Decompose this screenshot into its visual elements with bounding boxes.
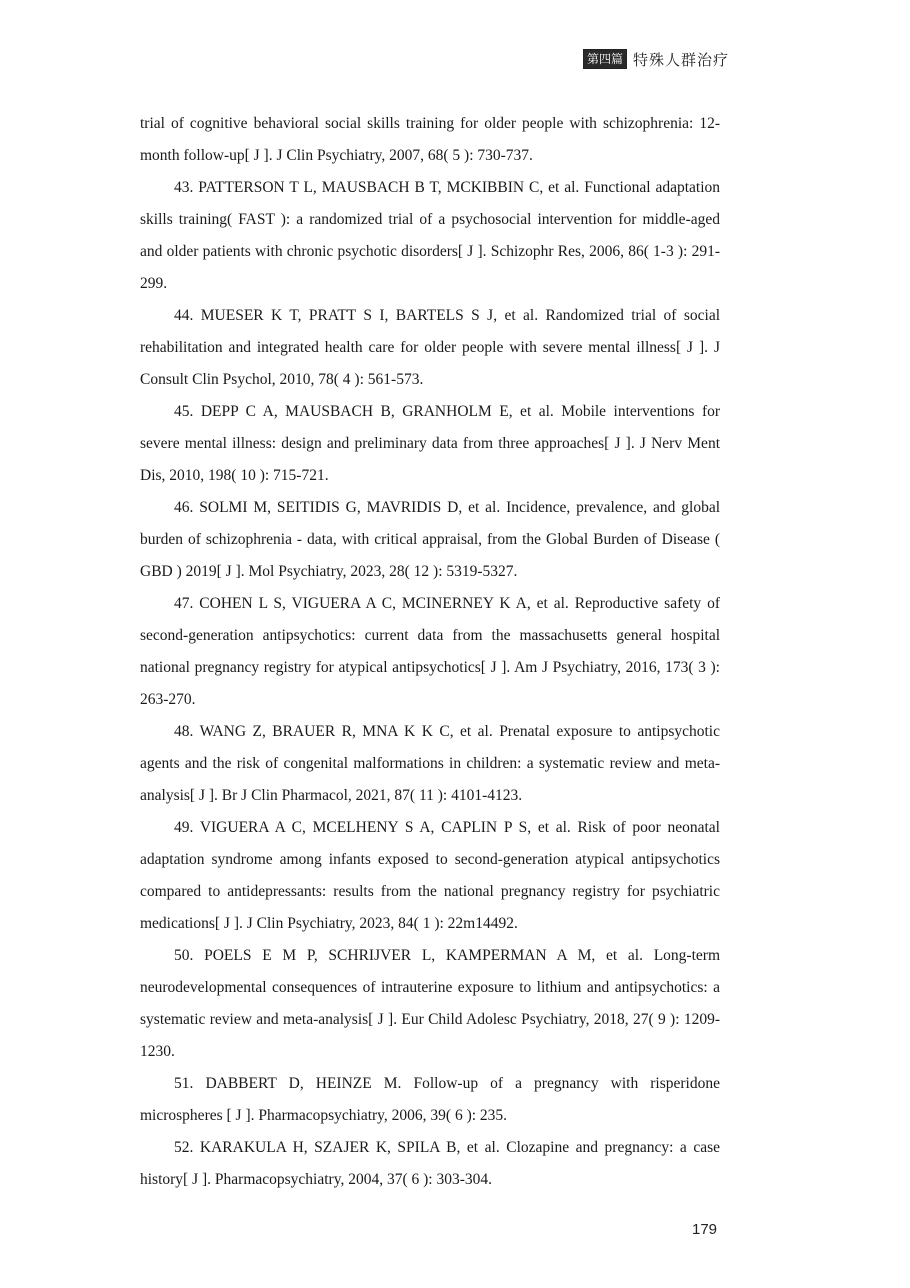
reference-item [140, 812, 720, 940]
chapter-title: 特殊人群治疗 [633, 50, 730, 69]
reference-text: Prenatal exposure to antipsychotic agents and the risk of congenital malformations in children: a systematic review and meta-analysis[ J ]. Br J Clin Pharmacol, 2021, 87( 11 ): 4101-4123. [140, 723, 720, 804]
reference-number: 43. [174, 179, 194, 196]
reference-item [140, 300, 720, 396]
reference-item [140, 172, 720, 300]
reference-number: 44. [174, 307, 194, 324]
reference-item [140, 1068, 720, 1132]
reference-number: 50. [174, 947, 194, 964]
reference-text: Incidence, prevalence, and global burden of schizophrenia - data, with critical appraisal, from the Global Burden of Disease ( GBD ) 2019[ J ]. Mol Psychiatry, 2023, 28( 12 ): 5319-5327. [140, 499, 721, 580]
reference-text: Randomized trial of social rehabilitation and integrated health care for older people with severe mental illness[ J ]. J Consult Clin Psychol, 2010, 78( 4 ): 561-573. [140, 307, 721, 388]
reference-number: 45. [174, 403, 194, 420]
reference-text: Clozapine and pregnancy: a case history[ J ]. Pharmacopsychiatry, 2004, 37( 6 ): 303-304. [140, 1139, 721, 1188]
reference-number: 47. [174, 595, 194, 612]
reference-text: Risk of poor neonatal adaptation syndrome among infants exposed to second-generation atypical antipsychotics compared to antidepressants: results from the national pregnancy registry for psychiatric medications[ J ]. J Clin Psychiatry, 2023, 84( 1 ): 22m14492. [140, 819, 720, 932]
reference-text: Follow-up of a pregnancy with risperidone microspheres [ J ]. Pharmacopsychiatry, 2006, 39( 6 ): 235. [140, 1075, 720, 1124]
reference-authors: POELS E M P, SCHRIJVER L, KAMPERMAN A M, et al. [204, 947, 643, 964]
reference-authors: COHEN L S, VIGUERA A C, MCINERNEY K A, et al. [199, 595, 569, 612]
reference-authors: DEPP C A, MAUSBACH B, GRANHOLM E, et al. [200, 403, 554, 420]
reference-text: Reproductive safety of second-generation antipsychotics: current data from the massachusetts general hospital national pregnancy registry for atypical antipsychotics[ J ]. Am J Psychiatry, 2016, 173( 3 ): 263-270. [140, 595, 720, 708]
reference-authors: VIGUERA A C, MCELHENY S A, CAPLIN P S, et al. [199, 819, 571, 836]
reference-text: Functional adaptation skills training( FAST ): a randomized trial of a psychosocial intervention for middle-aged and older patients with chronic psychotic disorders[ J ]. Schizophr Res, 2006, 86( 1-3 ): 291-299. [140, 179, 721, 292]
reference-item [140, 716, 720, 812]
chapter-badge: 第四篇 [583, 49, 627, 69]
reference-authors: KARAKULA H, SZAJER K, SPILA B, et al. [199, 1139, 500, 1156]
reference-item [140, 1132, 720, 1196]
running-header [583, 48, 729, 70]
reference-item [140, 940, 720, 1068]
reference-authors: SOLMI M, SEITIDIS G, MAVRIDIS D, et al. [199, 499, 501, 516]
reference-item [140, 396, 720, 492]
reference-text: trial of cognitive behavioral social skills training for older people with schizophrenia: 12-month follow-up[ J ]. J Clin Psychiatry, 2007, 68( 5 ): 730-737. [140, 115, 720, 164]
reference-item [140, 492, 720, 588]
reference-number: 48. [174, 723, 194, 740]
reference-authors: MUESER K T, PRATT S I, BARTELS S J, et al. [200, 307, 539, 324]
reference-text: Mobile interventions for severe mental illness: design and preliminary data from three approaches[ J ]. J Nerv Ment Dis, 2010, 198( 10 ): 715-721. [140, 403, 721, 484]
reference-authors: DABBERT D, HEINZE M. [205, 1075, 402, 1092]
reference-item [140, 588, 720, 716]
reference-continuation [140, 108, 720, 172]
reference-number: 52. [174, 1139, 194, 1156]
reference-list [140, 108, 720, 1196]
reference-number: 46. [174, 499, 194, 516]
reference-number: 49. [174, 819, 194, 836]
reference-authors: WANG Z, BRAUER R, MNA K K C, et al. [199, 723, 493, 740]
reference-authors: PATTERSON T L, MAUSBACH B T, MCKIBBIN C, et al. [198, 179, 580, 196]
reference-number: 51. [174, 1075, 194, 1092]
page-number: 179 [692, 1221, 718, 1238]
reference-text: Long-term neurodevelopmental consequences of intrauterine exposure to lithium and antipsychotics: a systematic review and meta-analysis[ J ]. Eur Child Adolesc Psychiatry, 2018, 27( 9 ): 1209-1230. [140, 947, 721, 1060]
